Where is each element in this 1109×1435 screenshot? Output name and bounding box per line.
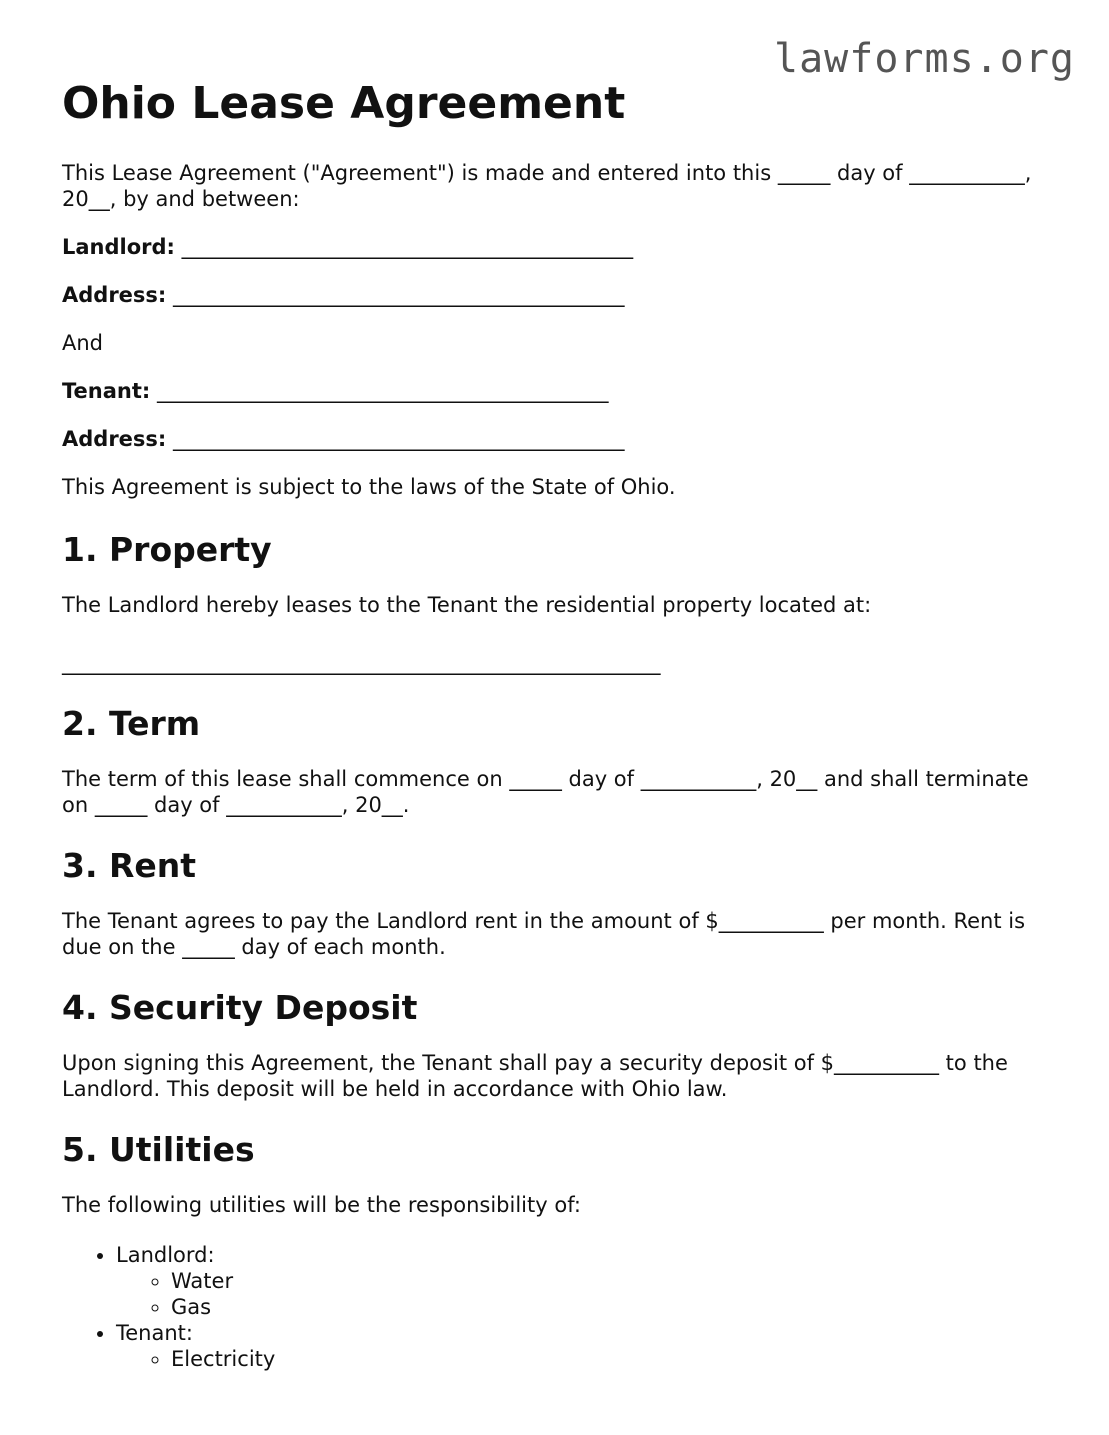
landlord-utilities-list (116, 1268, 1052, 1320)
utilities-tenant-label: Tenant: (116, 1321, 193, 1345)
list-item (116, 1320, 1052, 1372)
utilities-landlord-label: Landlord: (116, 1243, 215, 1267)
list-item (116, 1242, 1052, 1320)
utilities-list (62, 1242, 1052, 1372)
section-property (62, 530, 1052, 676)
list-item: ◦ Electricity (171, 1346, 1052, 1372)
section-heading: 4. Security Deposit (62, 988, 418, 1027)
tenant-address-line (62, 426, 1052, 452)
lease-document (62, 78, 1052, 1400)
landlord-line (62, 234, 1052, 260)
tenant-line (62, 378, 1052, 404)
landlord-address-blank: ___________________________________________ (173, 283, 625, 307)
tenant-blank: ___________________________________________ (156, 379, 609, 403)
section-heading: 1. Property (62, 530, 272, 569)
tenant-label: Tenant: (62, 379, 151, 403)
section-text: The Landlord hereby leases to the Tenant the residential property located at: (62, 593, 872, 617)
section-text: Upon signing this Agreement, the Tenant shall pay a security deposit of $__________ to the Landlord. This deposit will be held in accordance with Ohio law. (62, 1051, 1008, 1101)
landlord-address-label: Address: (62, 283, 167, 307)
watermark: lawforms.org (774, 36, 1075, 82)
page-title: Ohio Lease Agreement (62, 78, 626, 129)
section-term (62, 704, 1052, 818)
section-heading: 2. Term (62, 704, 201, 743)
section-utilities (62, 1130, 1052, 1372)
property-address-blank: _________________________________________________________ (62, 651, 661, 675)
list-item: ◦ Gas (171, 1294, 1052, 1320)
tenant-utilities-list (116, 1346, 1052, 1372)
section-heading: 5. Utilities (62, 1130, 255, 1169)
section-text: The term of this lease shall commence on _____ day of ___________, 20__ and shall terminate on _____ day of ___________, 20__. (62, 767, 1029, 817)
tenant-address-blank: ___________________________________________ (173, 427, 625, 451)
tenant-address-label: Address: (62, 427, 167, 451)
section-heading: 3. Rent (62, 846, 197, 885)
landlord-address-line (62, 282, 1052, 308)
intro-paragraph: This Lease Agreement ("Agreement") is made and entered into this _____ day of ___________, 20__, by and between: (62, 161, 1032, 211)
landlord-label: Landlord: (62, 235, 175, 259)
section-text: The following utilities will be the responsibility of: (62, 1193, 581, 1217)
landlord-blank: ___________________________________________ (181, 235, 634, 259)
section-rent (62, 846, 1052, 960)
section-text: The Tenant agrees to pay the Landlord rent in the amount of $__________ per month. Rent is due on the _____ day of each month. (62, 909, 1026, 959)
and-text: And (62, 331, 104, 355)
list-item: ◦ Water (171, 1268, 1052, 1294)
governing-law-text: This Agreement is subject to the laws of the State of Ohio. (62, 475, 676, 499)
section-security-deposit (62, 988, 1052, 1102)
